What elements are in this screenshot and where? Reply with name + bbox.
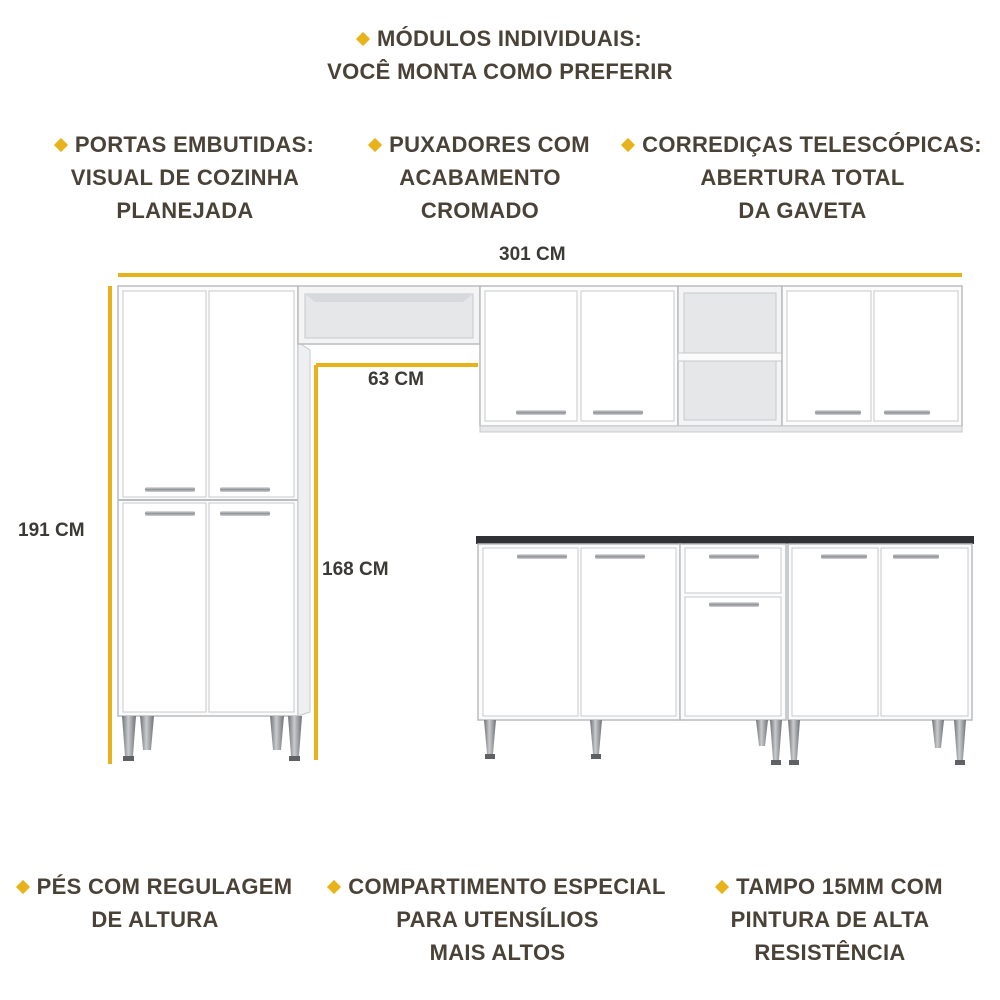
feature-compartimento [310, 870, 685, 969]
feature-compartimento-line-1: COMPARTIMENTO ESPECIAL [348, 874, 666, 899]
handle-icon [595, 554, 645, 559]
feature-portas-line-1: PORTAS EMBUTIDAS: [74, 132, 315, 157]
diamond-icon [16, 880, 30, 894]
upper-cabinet-right [782, 286, 962, 426]
door-panel [581, 291, 674, 421]
feature-modulos-line-2: VOCÊ MONTA COMO PREFERIR [327, 59, 673, 84]
feature-puxadores-line-3: CROMADO [420, 198, 540, 223]
handle-icon [821, 554, 867, 559]
leg-icon [756, 720, 768, 746]
feature-corredicas-line-1: CORREDIÇAS TELESCÓPICAS: [642, 132, 982, 157]
diamond-icon [327, 880, 341, 894]
leg-icon [770, 720, 782, 760]
dimension-label-niche-width: 63 CM [368, 369, 424, 390]
handle-icon [593, 410, 643, 415]
feature-portas-line-3: PLANEJADA [116, 198, 254, 223]
adjustable-legs [122, 716, 966, 765]
door-panel [787, 291, 871, 421]
handle-icon [145, 487, 195, 492]
lower-cabinet-right [788, 544, 972, 720]
feature-puxadores-line-2: ACABAMENTO [399, 165, 561, 190]
leg-icon [270, 716, 284, 750]
handle-icon [516, 410, 566, 415]
door-panel [685, 597, 781, 716]
feature-pes-line-1: PÉS COM REGULAGEM [36, 874, 293, 899]
door-panel [485, 291, 577, 421]
countertop [476, 536, 974, 544]
feature-portas-line-2: VISUAL DE COZINHA [70, 165, 300, 190]
feature-tampo-line-2: PINTURA DE ALTA [730, 907, 930, 932]
upper-open-shelves [678, 286, 782, 426]
feature-pes-line-2: DE ALTURA [91, 907, 219, 932]
door-panel [123, 503, 206, 712]
handle-icon [517, 554, 567, 559]
door-panel [209, 291, 294, 497]
handle-icon [709, 602, 759, 607]
handle-icon [220, 487, 270, 492]
door-panel [123, 291, 206, 497]
door-panel [792, 548, 878, 716]
upper-cabinet-left [480, 286, 678, 426]
tall-cabinet [118, 286, 310, 716]
dimension-label-width: 301 CM [499, 244, 566, 265]
feature-corredicas-line-3: DA GAVETA [738, 198, 867, 223]
door-panel [483, 548, 578, 716]
leg-icon [484, 720, 496, 754]
feature-modulos-line-1: MÓDULOS INDIVIDUAIS: [376, 26, 643, 51]
door-panel [881, 548, 968, 716]
handle-icon [220, 511, 270, 516]
leg-icon [288, 716, 302, 756]
feature-tampo-line-1: TAMPO 15MM COM [736, 874, 943, 899]
handle-icon [709, 554, 759, 559]
door-panel [581, 548, 676, 716]
dimension-label-height: 191 CM [18, 520, 85, 541]
lower-cabinet-left [478, 544, 680, 720]
door-panel [874, 291, 958, 421]
handle-icon [145, 511, 195, 516]
leg-icon [788, 720, 800, 760]
feature-puxadores-line-1: PUXADORES COM [389, 132, 590, 157]
leg-icon [122, 716, 136, 756]
lower-cabinet-drawer [680, 544, 786, 720]
feature-corredicas-line-2: ABERTURA TOTAL [700, 165, 905, 190]
handle-icon [815, 410, 861, 415]
dimension-label-niche-height: 168 CM [322, 559, 389, 580]
door-panel [209, 503, 294, 712]
handle-icon [884, 410, 930, 415]
feature-compartimento-line-2: PARA UTENSÍLIOS [396, 907, 599, 932]
open-niche-cabinet [298, 286, 480, 344]
leg-icon [140, 716, 154, 750]
diamond-icon [715, 880, 729, 894]
handle-icon [893, 554, 939, 559]
leg-icon [954, 720, 966, 760]
feature-tampo [690, 870, 970, 969]
feature-tampo-line-3: RESISTÊNCIA [754, 940, 906, 965]
leg-icon [932, 720, 944, 748]
leg-icon [590, 720, 602, 754]
feature-compartimento-line-3: MAIS ALTOS [429, 940, 566, 965]
feature-pes [5, 870, 305, 936]
